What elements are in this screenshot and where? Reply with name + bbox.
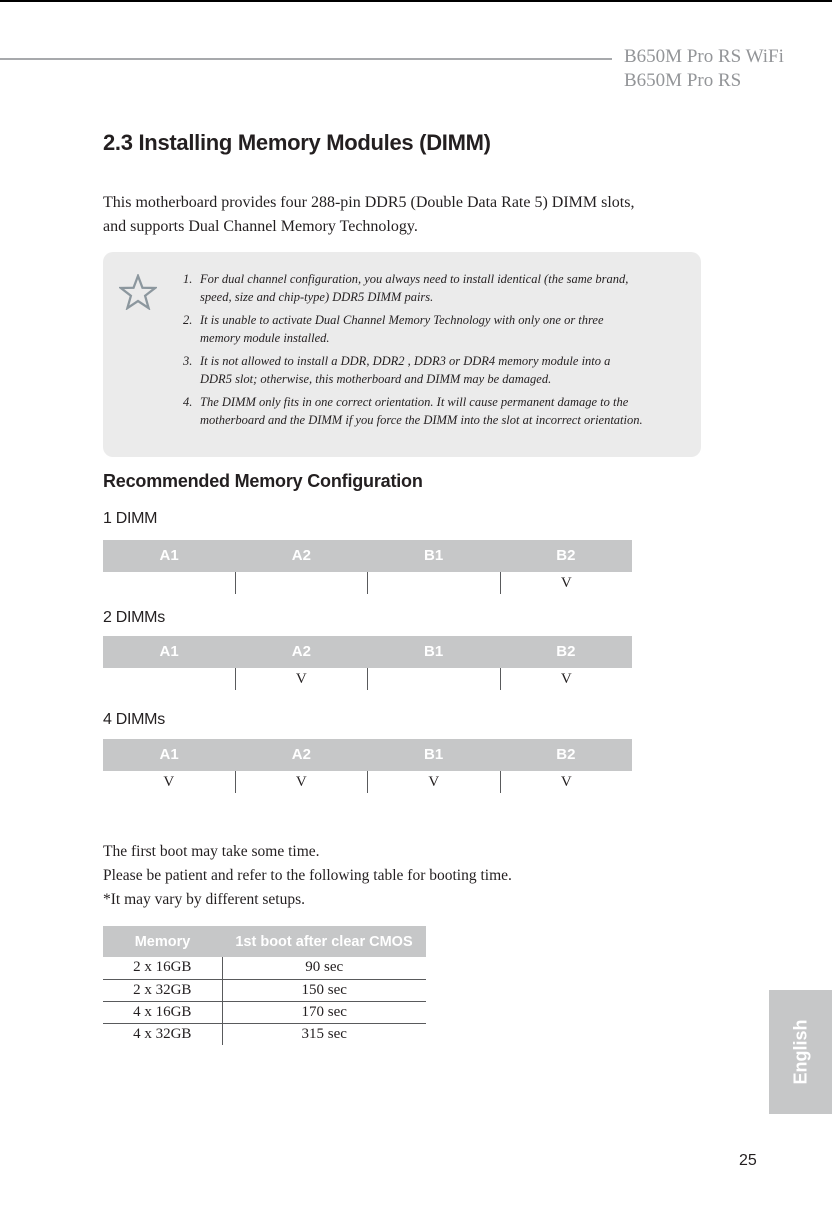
slot-header: A1 xyxy=(159,746,179,763)
note-text: For dual channel configuration, you always need to install identical (the same brand, speed, size and chip-type) DDR5 DIMM pairs. xyxy=(200,272,629,304)
slot-value: V xyxy=(500,668,633,690)
memory-cell: 2 x 32GB xyxy=(103,979,222,1001)
note-item xyxy=(183,311,643,347)
note-number: 2. xyxy=(183,313,193,327)
slot-value: V xyxy=(235,668,368,690)
note-text: The DIMM only fits in one correct orientation. It will cause permanent damage to the motherboard and the DIMM if you force the DIMM into the slot at incorrect orientation. xyxy=(200,395,643,427)
column-header-boot-time: 1st boot after clear CMOS xyxy=(222,926,426,957)
model-name: B650M Pro RS xyxy=(624,70,742,91)
slot-value: V xyxy=(235,771,368,793)
memory-cell: 4 x 32GB xyxy=(103,1023,222,1045)
note-item xyxy=(183,352,643,388)
table-row xyxy=(103,1023,426,1045)
slot-header: B2 xyxy=(556,746,576,763)
boot-notice xyxy=(103,840,512,912)
note-box xyxy=(103,252,701,457)
model-name: B650M Pro RS WiFi xyxy=(624,46,784,67)
star-icon xyxy=(119,274,157,310)
boot-line: The first boot may take some time. xyxy=(103,843,320,860)
slot-header: A1 xyxy=(159,547,179,564)
note-number: 1. xyxy=(183,272,193,286)
language-tab xyxy=(769,990,832,1114)
slot-value-row xyxy=(103,668,632,690)
slot-header-row xyxy=(103,636,632,668)
boot-time-cell: 90 sec xyxy=(222,957,426,979)
note-number: 4. xyxy=(183,395,193,409)
slot-table-1-dimm xyxy=(103,540,632,594)
top-border xyxy=(0,0,832,2)
memory-config-title: Recommended Memory Configuration xyxy=(103,471,423,491)
slot-header: B2 xyxy=(556,547,576,564)
slot-value: V xyxy=(163,774,175,790)
config-label-1-dimm: 1 DIMM xyxy=(103,510,158,527)
slot-value: V xyxy=(500,771,633,793)
slot-table-2-dimms xyxy=(103,636,632,690)
slot-header: B2 xyxy=(556,643,576,660)
boot-time-cell: 315 sec xyxy=(301,1025,347,1042)
memory-cell: 4 x 16GB xyxy=(103,1001,222,1023)
slot-value-row xyxy=(103,771,632,793)
config-label-2-dimms: 2 DIMMs xyxy=(103,609,165,626)
section-title: 2.3 Installing Memory Modules (DIMM) xyxy=(103,130,491,155)
table-row xyxy=(103,957,426,979)
slot-header: B1 xyxy=(424,746,444,763)
slot-value xyxy=(235,572,368,594)
slot-header: B1 xyxy=(424,643,444,660)
note-text: It is not allowed to install a DDR, DDR2 , DDR3 or DDR4 memory module into a DDR5 slot; otherwise, this motherboard and DIMM may be damaged. xyxy=(200,354,611,386)
slot-header: A2 xyxy=(291,746,311,763)
boot-time-cell: 170 sec xyxy=(222,1001,426,1023)
note-text: It is unable to activate Dual Channel Memory Technology with only one or three memory module installed. xyxy=(200,313,604,345)
slot-header-row xyxy=(103,540,632,572)
intro-line: and supports Dual Channel Memory Technology. xyxy=(103,218,418,235)
slot-value: V xyxy=(367,771,500,793)
boot-time-table xyxy=(103,926,426,1045)
slot-header: B1 xyxy=(424,547,444,564)
header-models xyxy=(624,45,784,93)
table-row xyxy=(103,979,426,1001)
boot-line: Please be patient and refer to the following table for booting time. xyxy=(103,867,512,884)
note-item xyxy=(183,270,643,306)
intro-line: This motherboard provides four 288-pin DDR5 (Double Data Rate 5) DIMM slots, xyxy=(103,194,635,211)
header-rule xyxy=(0,58,612,60)
slot-header: A1 xyxy=(159,643,179,660)
slot-value xyxy=(103,668,235,690)
slot-value xyxy=(367,668,500,690)
slot-value xyxy=(103,572,235,594)
slot-header: A2 xyxy=(291,643,311,660)
slot-value: V xyxy=(500,572,633,594)
slot-header: A2 xyxy=(291,547,311,564)
slot-header-row xyxy=(103,739,632,771)
slot-value xyxy=(367,572,500,594)
table-row xyxy=(103,1001,426,1023)
boot-table-header-row xyxy=(103,926,426,957)
language-label: English xyxy=(790,1019,810,1085)
column-header-memory: Memory xyxy=(103,926,222,957)
slot-table-4-dimms xyxy=(103,739,632,793)
note-item xyxy=(183,393,643,429)
note-list xyxy=(183,270,643,434)
boot-time-cell: 150 sec xyxy=(222,979,426,1001)
intro-paragraph xyxy=(103,191,703,239)
memory-cell: 2 x 16GB xyxy=(103,957,222,979)
boot-line: *It may vary by different setups. xyxy=(103,891,306,908)
config-label-4-dimms: 4 DIMMs xyxy=(103,711,165,728)
page-number: 25 xyxy=(739,1152,757,1169)
slot-value-row xyxy=(103,572,632,594)
note-number: 3. xyxy=(183,354,193,368)
